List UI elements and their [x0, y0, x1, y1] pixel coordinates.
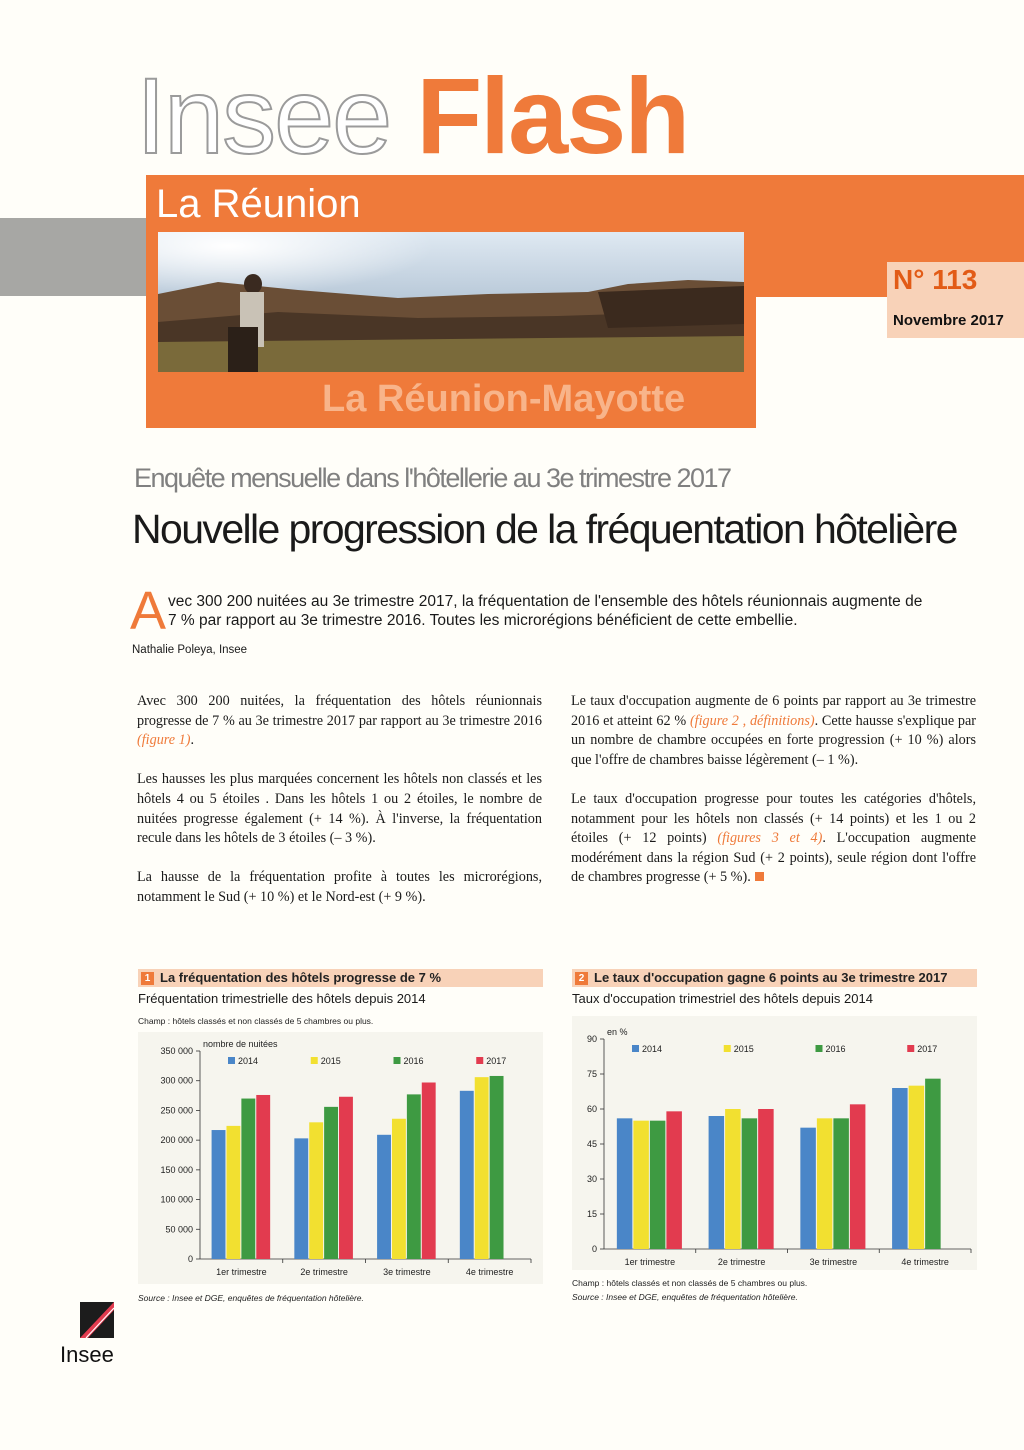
legend-label-2015: 2015: [320, 1056, 341, 1066]
bar-2015-1: [226, 1126, 240, 1259]
figure2-number: 2: [575, 972, 588, 985]
figure2-scope: Champ : hôtels classés et non classés de 5 chambres ou plus.: [572, 1278, 808, 1288]
legend-label-2017: 2017: [917, 1044, 938, 1054]
y-axis-label: nombre de nuitées: [203, 1039, 278, 1049]
bar-2017-2: [758, 1109, 774, 1249]
bar-2016-1: [241, 1099, 255, 1259]
y-tick-label: 30: [586, 1174, 597, 1184]
y-tick-label: 0: [187, 1254, 193, 1264]
legend-swatch-2016: [394, 1057, 401, 1064]
x-tick-label: 3e trimestre: [383, 1267, 431, 1277]
figure-reference-link[interactable]: (figure 2 , définitions): [689, 712, 815, 729]
article-kicker: Enquête mensuelle dans l'hôtellerie au 3e trimestre 2017: [134, 463, 731, 493]
bar-2015-3: [817, 1118, 833, 1249]
figure1-scope: Champ : hôtels classés et non classés de 5 chambres ou plus.: [138, 1016, 374, 1026]
bar-2016-4: [925, 1079, 941, 1249]
legend-swatch-2014: [228, 1057, 235, 1064]
body-column-right: [571, 692, 976, 908]
legend-swatch-2016: [816, 1045, 823, 1052]
legend-swatch-2015: [311, 1057, 318, 1064]
y-tick-label: 200 000: [160, 1135, 193, 1146]
brand-insee: Insee: [136, 55, 391, 176]
bar-2016-3: [833, 1118, 849, 1249]
paragraph: Le taux d'occupation progresse pour toutes les catégories d'hôtels, notamment pour les hôtels non classés (+ 14 points) et les 1 ou 2 étoiles (+ 12 points) (figures 3 et 4). L'occupation augmente modérément dans la région Sud (+ 2 points), seule région dont l'offre de chambres progresse (+ 5 %).: [571, 790, 976, 886]
legend-swatch-2017: [476, 1057, 483, 1064]
subregion-label: La Réunion-Mayotte: [322, 378, 686, 420]
y-tick-label: 75: [586, 1069, 597, 1079]
bar-2015-4: [909, 1086, 925, 1249]
y-axis-label: en %: [607, 1027, 628, 1037]
y-tick-label: 150 000: [160, 1164, 193, 1175]
x-tick-label: 1er trimestre: [624, 1257, 676, 1267]
y-tick-label: 60: [586, 1104, 597, 1114]
legend-label-2015: 2015: [733, 1044, 754, 1054]
bar-2014-2: [709, 1116, 725, 1249]
bar-2016-2: [742, 1118, 758, 1249]
legend-label-2014: 2014: [238, 1056, 259, 1066]
y-tick-label: 250 000: [160, 1105, 193, 1116]
bar-2014-1: [617, 1118, 633, 1249]
x-tick-label: 2e trimestre: [300, 1267, 348, 1277]
brand-flash: Flash: [416, 55, 689, 176]
figure1-chart: [138, 1032, 543, 1284]
figure-reference-link[interactable]: (figure 1): [137, 732, 191, 749]
bar-2016-3: [407, 1094, 421, 1259]
bar-2016-2: [324, 1107, 338, 1259]
end-of-article-square-icon: [755, 872, 764, 881]
y-tick-label: 15: [586, 1209, 597, 1219]
paragraph: Les hausses les plus marquées concernent les hôtels non classés et les hôtels 4 ou 5 étoiles . Dans les hôtels 1 ou 2 étoiles, le nombre de nuitées progresse également (+ 14 %). À l'inverse, la fréquentation recule dans les hôtels de 3 étoiles (– 3 %).: [137, 771, 542, 847]
lede-line-2: 7 % par rapport au 3e trimestre 2016. Toutes les microrégions bénéficient de cette embellie.: [168, 612, 798, 629]
figure2-title-bar: [572, 969, 977, 987]
article-headline: Nouvelle progression de la fréquentation hôtelière: [132, 506, 957, 552]
paragraph: La hausse de la fréquentation profite à toutes les microrégions, notamment le Sud (+ 10 %) et le Nord-est (+ 9 %).: [137, 869, 542, 905]
figure1-source: Source : Insee et DGE, enquêtes de fréquentation hôtelière.: [138, 1293, 364, 1303]
bar-2014-1: [212, 1130, 226, 1259]
bar-2015-2: [309, 1122, 323, 1259]
insee-logo-text: Insee: [60, 1342, 114, 1367]
insee-flash-logo: [136, 55, 689, 176]
paragraph: Le taux d'occupation augmente de 6 points par rapport au 3e trimestre 2016 et atteint 62 % (figure 2 , définitions). Cette hausse s'explique par un nombre de chambre occupées en forte progression (+ 10 %) alors que l'offre de chambres baisse légèrement (– 1 %).: [571, 693, 977, 768]
legend-swatch-2015: [724, 1045, 731, 1052]
cover-photo: [158, 232, 744, 372]
y-tick-label: 350 000: [160, 1046, 193, 1056]
legend-swatch-2017: [907, 1045, 914, 1052]
lede-line-1: vec 300 200 nuitées au 3e trimestre 2017, la fréquentation de l'ensemble des hôtels réunionnais augmente de: [168, 593, 923, 610]
bar-2015-1: [633, 1121, 649, 1249]
y-tick-label: 50 000: [165, 1224, 193, 1235]
body-column-left: [137, 692, 542, 927]
y-tick-label: 100 000: [160, 1194, 193, 1205]
paragraph: Avec 300 200 nuitées, la fréquentation des hôtels réunionnais progresse de 7 % au 3e trimestre 2017 par rapport au 3e trimestre 2016 (figure 1).: [137, 693, 542, 749]
figure-reference-link[interactable]: (figures 3 et 4): [717, 830, 823, 847]
bar-2015-4: [475, 1077, 489, 1259]
bar-2016-1: [650, 1121, 666, 1249]
insee-logo-icon: [66, 1300, 128, 1342]
y-tick-label: 45: [586, 1139, 597, 1149]
bar-2015-3: [392, 1119, 406, 1259]
y-tick-label: 0: [591, 1244, 597, 1254]
x-tick-label: 3e trimestre: [809, 1257, 858, 1267]
x-tick-label: 4e trimestre: [901, 1257, 949, 1267]
legend-swatch-2014: [632, 1045, 639, 1052]
x-tick-label: 2e trimestre: [717, 1257, 766, 1267]
legend-label-2016: 2016: [403, 1056, 424, 1066]
figure1-title-bar: [138, 969, 543, 987]
legend-label-2016: 2016: [825, 1044, 846, 1054]
bar-2017-3: [850, 1104, 866, 1249]
figure1-number: 1: [141, 972, 154, 985]
author-byline: Nathalie Poleya, Insee: [132, 644, 248, 656]
bar-2017-2: [339, 1097, 353, 1259]
figure1-title: La fréquentation des hôtels progresse de 7 %: [160, 970, 442, 985]
issue-number: N° 113: [893, 264, 978, 295]
y-tick-label: 90: [586, 1034, 597, 1044]
bar-2014-2: [294, 1138, 308, 1259]
lede-dropcap: A: [130, 581, 167, 641]
region-label: La Réunion: [156, 182, 361, 226]
bar-2015-2: [725, 1109, 741, 1249]
bar-2014-4: [892, 1088, 908, 1249]
legend-label-2014: 2014: [642, 1044, 663, 1054]
x-tick-label: 4e trimestre: [465, 1267, 514, 1277]
bar-2014-4: [460, 1091, 474, 1259]
bar-2017-3: [422, 1082, 436, 1259]
bar-2014-3: [377, 1135, 391, 1259]
bar-2016-4: [490, 1076, 504, 1259]
bar-2014-3: [800, 1128, 816, 1249]
figure2-subtitle: Taux d'occupation trimestriel des hôtels depuis 2014: [572, 991, 873, 1006]
figure1-subtitle: Fréquentation trimestrielle des hôtels depuis 2014: [138, 991, 426, 1006]
issue-date: Novembre 2017: [893, 312, 1004, 329]
figure2-source: Source : Insee et DGE, enquêtes de fréquentation hôtelière.: [572, 1292, 798, 1302]
figure2-title: Le taux d'occupation gagne 6 points au 3e trimestre 2017: [594, 970, 948, 985]
y-tick-label: 300 000: [160, 1075, 193, 1086]
bar-2017-1: [256, 1095, 270, 1259]
figure2-chart: [572, 1016, 977, 1270]
bar-2017-1: [666, 1111, 682, 1249]
x-tick-label: 1er trimestre: [216, 1267, 267, 1277]
legend-label-2017: 2017: [486, 1056, 507, 1066]
